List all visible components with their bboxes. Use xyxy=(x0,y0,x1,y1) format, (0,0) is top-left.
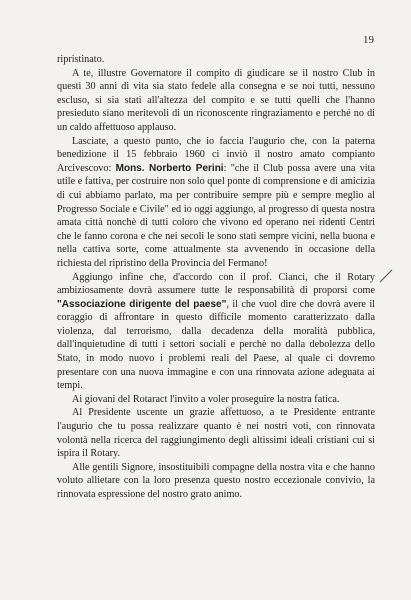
paragraph: Aggiungo infine che, d'accordo con il prof. Cianci, che il Rotary ambiziosamente dovrà assumere tutte le responsabilità di proporsi come "Associazione dirigente del paese", il che vuol dire che dovrà avere il coraggio di affrontare in questo difficile momento caratterizzato dalla violenza, dal terrorismo, dalla decadenza della moralità pubblica, dall'inquietudine di tutti i settori sociali e perchè no dalla debolezza dello Stato, in modo nuovo i problemi reali del Paese, al quale ci dovremo presentare con una nuova immagine e con una rinnovata azione adeguata ai tempi. xyxy=(57,271,375,392)
paragraph: Al Presidente uscente un grazie affettuoso, a te Presidente entrante l'augurio che tu possa realizzare quanto è nei nostri voti, con rinnovata volontà nella ricerca del raggiungimento degli altissimi ideali cristiani cui si ispira il Rotary. xyxy=(57,407,375,460)
paragraph: A te, illustre Governatore il compito di giudicare se il nostro Club in questi 30 anni di vita sia stato fedele alla consegna e se noi tutti, nessuno escluso, si sia stati all'altezza del compito e se tutti quelli che l'hanno presieduto siano meritevoli di un riconoscente ringraziamento e perché no di un caldo affettuoso applauso. xyxy=(57,67,375,133)
paragraph: Ai giovani del Rotaract l'invito a voler proseguire la nostra fatica. xyxy=(72,393,340,405)
page-number: 19 xyxy=(363,34,374,46)
paragraph: Alle gentili Signore, insostituibili compagne della nostra vita e che hanno voluto allietare con la loro presenza questo nostro eccezionale convivio, la rinnovata espressione del nostro grato animo. xyxy=(57,461,375,500)
bold-phrase: "Associazione dirigente del paese" xyxy=(57,298,227,310)
body-text xyxy=(57,53,375,502)
pencil-mark-icon xyxy=(378,268,394,284)
bold-name: Mons. Norberto Perini xyxy=(115,162,224,174)
paragraph: Lasciate, a questo punto, che io faccia l'augurio che, con la paterna benedizione il 15 febbraio 1960 ci inviò il nostro amato compianto Arcivescovo: Mons. Norberto Perini: "che il Club possa avere una vita utile e fattiva, per costruire non solo quel ponte di comprensione e di amicizia di cui abbiamo parlato, ma per contribuire sempre più e sempre meglio al Progresso Sociale e Civile" ed io oggi aggiungo, al progresso di questa nostra amata città nonchè di tutti coloro che vivono ed operano nei ridenti Centri che le fanno corona e che nei secoli le sono stati sempre vicini, nella buona e nella cattiva sorte, come attualmente sta avvenendo in occasione della richiesta del ripristino della Provincia del Fermano! xyxy=(57,135,375,269)
paragraph: ripristinato. xyxy=(57,54,105,65)
